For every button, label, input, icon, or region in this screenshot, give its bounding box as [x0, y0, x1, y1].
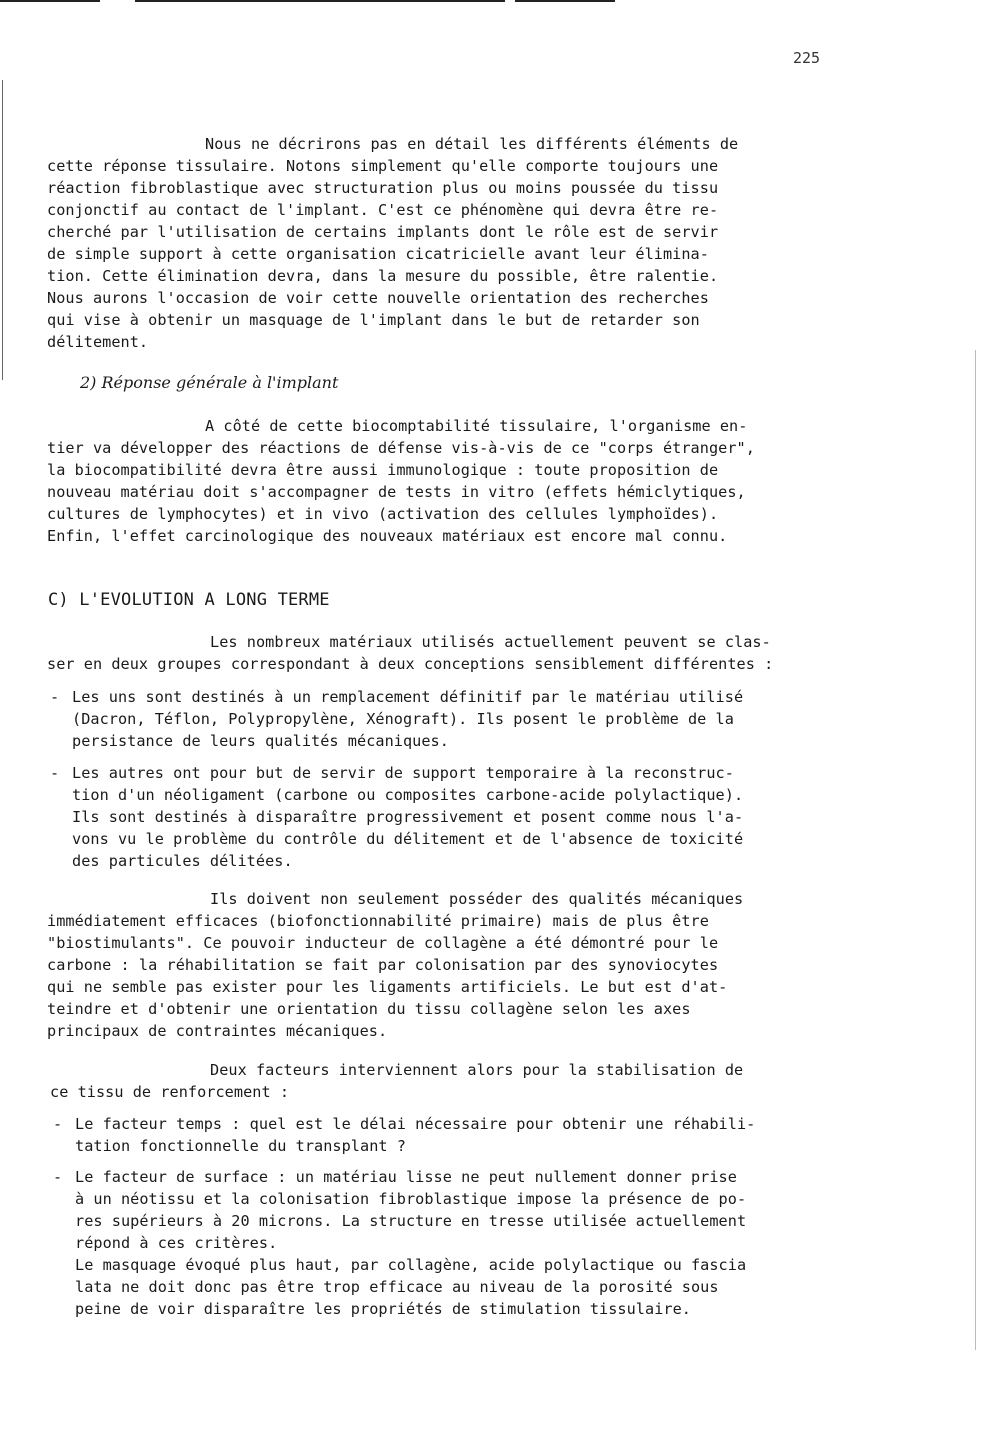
- text-line: tion. Cette élimination devra, dans la mesure du possible, être ralentie.: [47, 267, 719, 285]
- text-line: nouveau matériau doit s'accompagner de tests in vitro (effets hémiclytiques,: [47, 483, 746, 501]
- text-line: à un néotissu et la colonisation fibroblastique impose la présence de po-: [75, 1190, 747, 1208]
- text-line: délitement.: [47, 333, 149, 351]
- text-line: lata ne doit donc pas être trop efficace au niveau de la porosité sous: [75, 1278, 719, 1296]
- text-line: carbone : la réhabilitation se fait par colonisation par des synoviocytes: [47, 956, 719, 974]
- text-line: qui vise à obtenir un masquage de l'implant dans le but de retarder son: [47, 311, 700, 329]
- text-line: qui ne semble pas exister pour les ligaments artificiels. Le but est d'at-: [47, 978, 728, 996]
- scan-border-top-center: [135, 0, 505, 2]
- bullet-dash: -: [50, 688, 60, 706]
- text-line: ce tissu de renforcement :: [50, 1083, 290, 1101]
- text-line: Le masquage évoqué plus haut, par collagène, acide polylactique ou fascia: [75, 1256, 747, 1274]
- text-line: Le facteur de surface : un matériau lisse ne peut nullement donner prise: [75, 1168, 737, 1186]
- text-line: peine de voir disparaître les propriétés de stimulation tissulaire.: [75, 1300, 691, 1318]
- page-number: 225: [793, 49, 821, 67]
- scan-edge-right: [975, 350, 976, 1350]
- scan-border-top-right: [515, 0, 615, 2]
- text-line: réaction fibroblastique avec structuration plus ou moins poussée du tissu: [47, 179, 719, 197]
- text-line: ser en deux groupes correspondant à deux conceptions sensiblement différentes :: [47, 655, 774, 673]
- text-line: la biocompatibilité devra être aussi immunologique : toute proposition de: [47, 461, 719, 479]
- text-line: principaux de contraintes mécaniques.: [47, 1022, 388, 1040]
- scan-border-top-left: [0, 0, 100, 2]
- text-line: Les autres ont pour but de servir de support temporaire à la reconstruc-: [72, 764, 734, 782]
- text-line: Ils sont destinés à disparaître progressivement et posent comme nous l'a-: [72, 808, 744, 826]
- text-line: cherché par l'utilisation de certains implants dont le rôle est de servir: [47, 223, 719, 241]
- text-line: cette réponse tissulaire. Notons simplement qu'elle comporte toujours une: [47, 157, 719, 175]
- bullet-dash: -: [53, 1168, 63, 1186]
- bullet-dash: -: [53, 1115, 63, 1133]
- text-line: Ils doivent non seulement posséder des qualités mécaniques: [210, 890, 744, 908]
- section-subtitle: 2) Réponse générale à l'implant: [80, 373, 339, 392]
- section-heading: C) L'EVOLUTION A LONG TERME: [48, 590, 330, 610]
- bullet-dash: -: [50, 764, 60, 782]
- text-line: Le facteur temps : quel est le délai nécessaire pour obtenir une réhabili-: [75, 1115, 756, 1133]
- text-line: de simple support à cette organisation cicatricielle avant leur élimina-: [47, 245, 709, 263]
- text-line: tier va développer des réactions de défense vis-à-vis de ce "corps étranger",: [47, 439, 755, 457]
- text-line: A côté de cette biocomptabilité tissulaire, l'organisme en-: [205, 417, 748, 435]
- text-line: Les uns sont destinés à un remplacement définitif par le matériau utilisé: [72, 688, 744, 706]
- text-line: tion d'un néoligament (carbone ou composites carbone-acide polylactique).: [72, 786, 744, 804]
- text-line: répond à ces critères.: [75, 1234, 278, 1252]
- text-line: Nous ne décrirons pas en détail les différents éléments de: [205, 135, 739, 153]
- scan-edge-left: [2, 80, 3, 380]
- text-line: res supérieurs à 20 microns. La structure en tresse utilisée actuellement: [75, 1212, 747, 1230]
- text-line: Deux facteurs interviennent alors pour la stabilisation de: [210, 1061, 744, 1079]
- text-line: teindre et d'obtenir une orientation du tissu collagène selon les axes: [47, 1000, 691, 1018]
- text-line: persistance de leurs qualités mécaniques.: [72, 732, 449, 750]
- text-line: "biostimulants". Ce pouvoir inducteur de collagène a été démontré pour le: [47, 934, 719, 952]
- text-line: Les nombreux matériaux utilisés actuellement peuvent se clas-: [210, 633, 771, 651]
- text-line: immédiatement efficaces (biofonctionnabilité primaire) mais de plus être: [47, 912, 709, 930]
- text-line: Nous aurons l'occasion de voir cette nouvelle orientation des recherches: [47, 289, 709, 307]
- text-line: (Dacron, Téflon, Polypropylène, Xénograft). Ils posent le problème de la: [72, 710, 734, 728]
- text-line: cultures de lymphocytes) et in vivo (activation des cellules lymphoïdes).: [47, 505, 719, 523]
- text-line: vons vu le problème du contrôle du délitement et de l'absence de toxicité: [72, 830, 744, 848]
- text-line: Enfin, l'effet carcinologique des nouveaux matériaux est encore mal connu.: [47, 527, 728, 545]
- text-line: des particules délitées.: [72, 852, 293, 870]
- text-line: tation fonctionnelle du transplant ?: [75, 1137, 406, 1155]
- text-line: conjonctif au contact de l'implant. C'est ce phénomène qui devra être re-: [47, 201, 719, 219]
